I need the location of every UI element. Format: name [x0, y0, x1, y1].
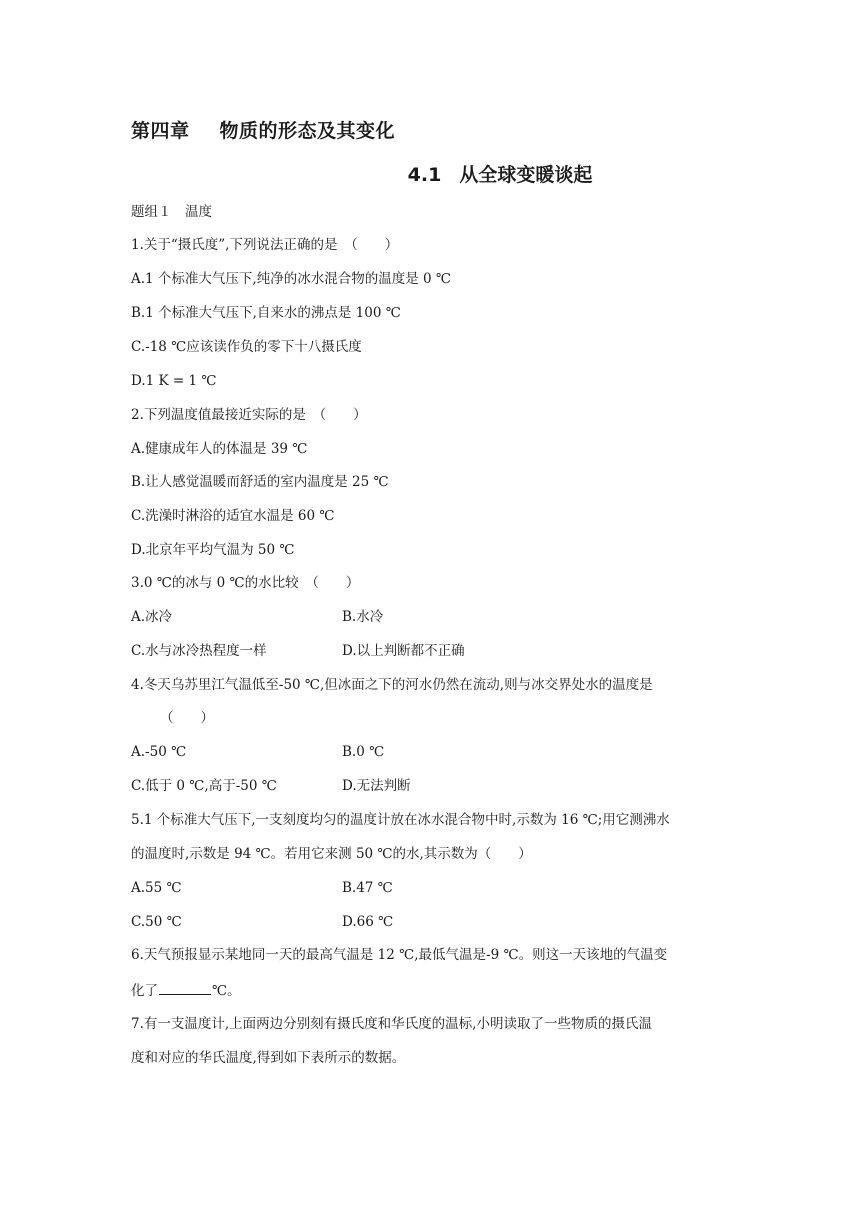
q3-option-a: A.冰冷: [131, 609, 173, 625]
q2-option-d: D.北京年平均气温为 50 ℃: [131, 542, 295, 558]
chapter-title: 物质的形态及其变化: [219, 120, 396, 142]
chapter-heading: [131, 116, 395, 143]
q5-option-d: D.66 ℃: [342, 914, 394, 930]
q7-stem: 7.有一支温度计,上面两边分别刻有摄氏度和华氏度的温标,小明读取了一些物质的摄氏温: [131, 1016, 652, 1032]
q5-option-c: C.50 ℃: [131, 914, 182, 930]
q7-stem-continued: 度和对应的华氏温度,得到如下表所示的数据。: [131, 1050, 406, 1066]
q1-option-d: D.1 K = 1 ℃: [131, 373, 217, 389]
q2-option-b: B.让人感觉温暖而舒适的室内温度是 25 ℃: [131, 474, 389, 490]
q5-options-row-1: [131, 879, 731, 897]
q3-stem: 3.0 ℃的冰与 0 ℃的水比较 （ ）: [131, 575, 360, 591]
q5-options-row-2: [131, 913, 731, 931]
q4-stem-continued: （ ）: [160, 710, 214, 726]
q4-options-row-2: [131, 777, 731, 795]
q5-stem-continued: 的温度时,示数是 94 ℃。若用它来测 50 ℃的水,其示数为（ ）: [131, 846, 532, 862]
section-heading: [0, 160, 860, 187]
q3-option-c: C.水与冰冷热程度一样: [131, 643, 267, 659]
q4-option-c: C.低于 0 ℃,高于-50 ℃: [131, 778, 277, 794]
q6-stem-continued: [131, 981, 731, 1000]
q1-option-b: B.1 个标准大气压下,自来水的沸点是 100 ℃: [131, 305, 401, 321]
q5-stem: 5.1 个标准大气压下,一支刻度均匀的温度计放在冰水混合物中时,示数为 16 ℃;用它测沸水: [131, 812, 670, 828]
q4-stem: 4.冬天乌苏里江气温低至-50 ℃,但冰面之下的河水仍然在流动,则与冰交界处水的温度是: [131, 677, 653, 693]
q6-stem-after-blank: ℃。: [212, 983, 241, 999]
q2-option-a: A.健康成年人的体温是 39 ℃: [131, 441, 308, 457]
q4-option-b: B.0 ℃: [342, 744, 385, 760]
section-number: 4.1: [407, 164, 442, 186]
q6-stem-before-blank: 化了: [131, 983, 158, 999]
section-title: 从全球变暖谈起: [459, 164, 593, 186]
q4-options-row-1: [131, 743, 731, 761]
q3-option-b: B.水冷: [342, 609, 384, 625]
q3-options-row-2: [131, 642, 731, 660]
q4-option-d: D.无法判断: [342, 778, 411, 794]
q2-option-c: C.洗澡时淋浴的适宜水温是 60 ℃: [131, 508, 335, 524]
q1-stem: 1.关于“摄氏度”,下列说法正确的是 （ ）: [131, 237, 399, 253]
q6-answer-blank[interactable]: [159, 981, 211, 995]
q5-option-a: A.55 ℃: [131, 880, 182, 896]
q1-option-a: A.1 个标准大气压下,纯净的冰水混合物的温度是 0 ℃: [131, 271, 451, 287]
q1-option-c: C.-18 ℃应该读作负的零下十八摄氏度: [131, 339, 362, 355]
chapter-number: 第四章: [131, 120, 190, 142]
q5-option-b: B.47 ℃: [342, 880, 393, 896]
q3-option-d: D.以上判断都不正确: [342, 643, 465, 659]
q2-stem: 2.下列温度值最接近实际的是 （ ）: [131, 407, 367, 423]
q4-option-a: A.-50 ℃: [131, 744, 187, 760]
question-group-label: 题组１ 温度: [131, 204, 212, 220]
q6-stem: 6.天气预报显示某地同一天的最高气温是 12 ℃,最低气温是-9 ℃。则这一天该地的气温变: [131, 947, 668, 963]
q3-options-row-1: [131, 608, 731, 626]
